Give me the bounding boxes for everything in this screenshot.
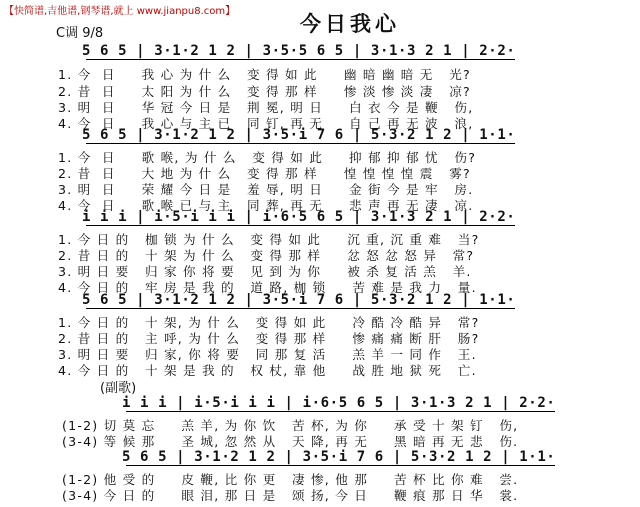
key-meter: C调 9/8 — [56, 26, 104, 41]
notation-row: i i i | i·5·i i i | i·6·5 6 5 | 3·1·3 2 1 | 2·2· — [82, 209, 516, 225]
song-title: 今日我心 — [300, 12, 400, 36]
lyric-line: 3. 明 日 荣 耀 今 日 是 羞 辱, 明 日 金 街 今 是 牢 房. — [58, 182, 474, 197]
lyric-line: (3-4) 今 日 的 眼 泪, 那 日 是 颂 扬, 今 日 鞭 痕 那 日 华 裳. — [62, 488, 519, 503]
notation-row: i i i | i·5·i i i | i·6·5 6 5 | 3·1·3 2 1 | 2·2· — [122, 395, 556, 411]
lyric-line: 1. 今 日 的 十 架, 为 什 么 变 得 如 此 冷 酷 冷 酷 异 常? — [58, 315, 480, 330]
lyric-line: 4. 今 日 歌 喉 已 与 主 同 葬, 再 无 悲 声 再 无 凄 凉. — [58, 198, 474, 213]
lyric-line: 1. 今 日 我 心 为 什 么 变 得 如 此 幽 暗 幽 暗 无 光? — [58, 67, 471, 82]
lyric-line: 2. 昔 日 的 十 架 为 什 么 变 得 那 样 忿 怒 忿 怒 异 常? — [58, 248, 475, 263]
lyric-line: (1-2) 他 受 的 皮 鞭, 比 你 更 凄 惨, 他 那 苦 杯 比 你 难 尝. — [62, 472, 519, 487]
site-banner: 【快简谱,吉他谱,钢琴谱,就上 www.jianpu8.com】 — [4, 6, 236, 17]
lyric-line: 3. 明 日 要 归 家, 你 将 要 同 那 复 活 羔 羊 一 同 作 王. — [58, 347, 477, 362]
notation-row: 5 6 5 | 3·1·2 1 2 | 3·5·i 7 6 | 5·3·2 1 2 | 1·1· — [82, 292, 516, 308]
lyric-line: 1. 今 日 的 枷 锁 为 什 么 变 得 如 此 沉 重, 沉 重 难 当? — [58, 232, 480, 247]
lyric-line: 4. 今 日 的 牢 房 是 我 的 道 路, 枷 锁 苦 难 是 我 力 量. — [58, 280, 477, 295]
notation-row: 5 6 5 | 3·1·2 1 2 | 3·5·i 7 6 | 5·3·2 1 2 | 1·1· — [82, 127, 516, 143]
lyric-line: (3-4) 等 候 那 圣 城, 忽 然 从 天 降, 再 无 黑 暗 再 无 悲 伤. — [62, 434, 519, 449]
refrain-label: (副歌) — [100, 381, 137, 396]
notation-row: 5 6 5 | 3·1·2 1 2 | 3·5·5 6 5 | 3·1·3 2 1 | 2·2· — [82, 43, 516, 59]
lyric-line: 3. 明 日 要 归 家 你 将 要 见 到 为 你 被 杀 复 活 羔 羊. — [58, 264, 472, 279]
lyric-line: 2. 昔 日 大 地 为 什 么 变 得 那 样 惶 惶 惶 惶 震 雾? — [58, 166, 471, 181]
lyric-line: 2. 昔 日 的 主 呼, 为 什 么 变 得 那 样 惨 痛 痛 断 肝 肠? — [58, 331, 480, 346]
lyric-line: 4. 今 日 我 心 与 主 已 同 钉, 再 无 自 己 再 无 波 浪, — [58, 116, 474, 131]
lyric-line: (1-2) 切 莫 忘 羔 羊, 为 你 饮 苦 杯, 为 你 承 受 十 架 钉 伤, — [62, 418, 519, 433]
lyric-line: 1. 今 日 歌 喉, 为 什 么 变 得 如 此 抑 郁 抑 郁 忧 伤? — [58, 150, 477, 165]
lyric-line: 2. 昔 日 太 阳 为 什 么 变 得 那 样 惨 淡 惨 淡 凄 凉? — [58, 84, 471, 99]
lyric-line: 4. 今 日 的 十 架 是 我 的 权 杖, 靠 他 战 胜 地 狱 死 亡. — [58, 363, 477, 378]
lyric-line: 3. 明 日 华 冠 今 日 是 荆 冕, 明 日 白 衣 今 是 鞭 伤, — [58, 100, 474, 115]
notation-row: 5 6 5 | 3·1·2 1 2 | 3·5·i 7 6 | 5·3·2 1 2 | 1·1· — [122, 449, 556, 465]
